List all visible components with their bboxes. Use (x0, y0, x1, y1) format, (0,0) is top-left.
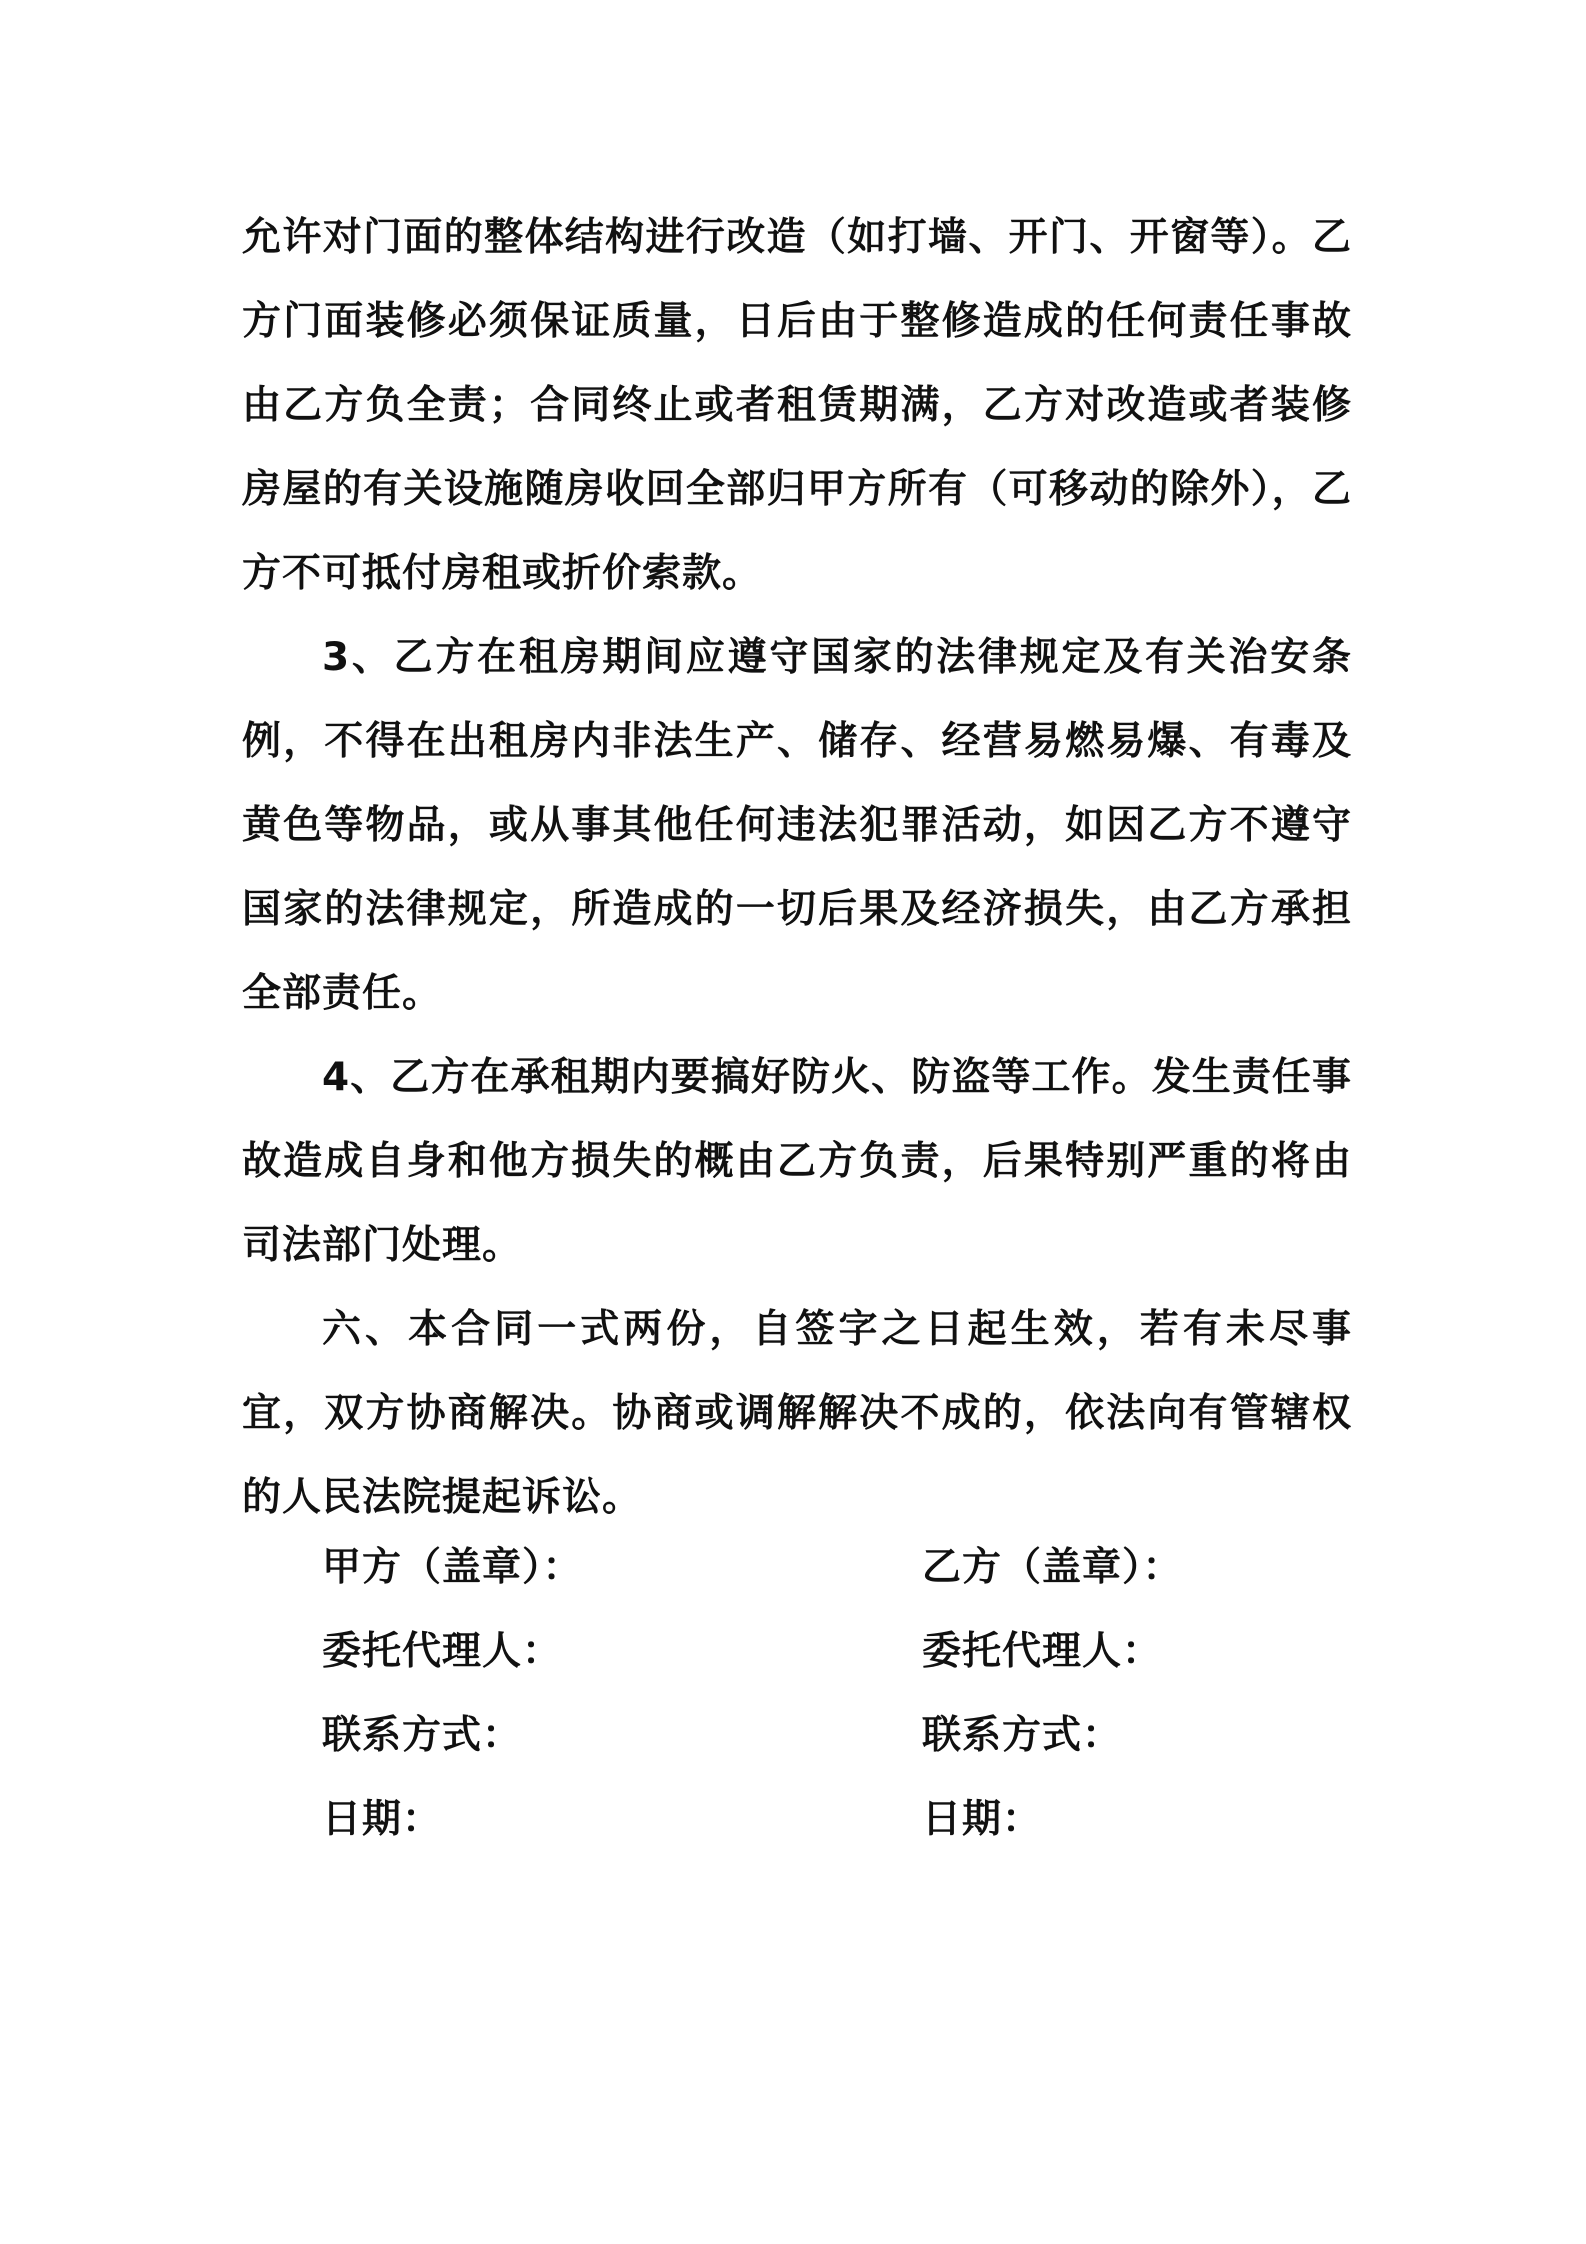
paragraph-clause-3: 3、乙方在租房期间应遵守国家的法律规定及有关治安条例，不得在出租房内非法生产、储存、经营易燃易爆、有毒及黄色等物品，或从事其他任何违法犯罪活动，如因乙方不遵守国家的法律规定，所造成的一切后果及经济损失，由乙方承担全部责任。 (242, 635, 1352, 1016)
party-a-signature-block (322, 1526, 882, 1862)
party-b-contact-label: 联系方式： (922, 1713, 1123, 1758)
party-b-agent-label: 委托代理人： (922, 1629, 1163, 1674)
party-b-seal-label: 乙方（盖章）： (922, 1545, 1183, 1590)
party-b-signature-block (922, 1526, 1482, 1862)
party-a-contact-label: 联系方式： (322, 1713, 523, 1758)
paragraph-renovation-clause: 允许对门面的整体结构进行改造（如打墙、开门、开窗等）。乙方门面装修必须保证质量，日后由于整修造成的任何责任事故由乙方负全责；合同终止或者租赁期满，乙方对改造或者装修房屋的有关设施随房收回全部归甲方所有（可移动的除外），乙方不可抵付房租或折价索款。 (242, 215, 1352, 596)
contract-body (242, 196, 1352, 1540)
party-a-date-label: 日期： (322, 1797, 443, 1842)
party-a-seal-label: 甲方（盖章）： (322, 1545, 583, 1590)
party-a-agent-label: 委托代理人： (322, 1629, 563, 1674)
paragraph-section-6: 六、本合同一式两份，自签字之日起生效，若有未尽事宜，双方协商解决。协商或调解解决不成的，依法向有管辖权的人民法院提起诉讼。 (242, 1307, 1352, 1520)
party-b-date-label: 日期： (922, 1797, 1043, 1842)
paragraph-clause-4: 4、乙方在承租期内要搞好防火、防盗等工作。发生责任事故造成自身和他方损失的概由乙方负责，后果特别严重的将由司法部门处理。 (242, 1055, 1352, 1268)
